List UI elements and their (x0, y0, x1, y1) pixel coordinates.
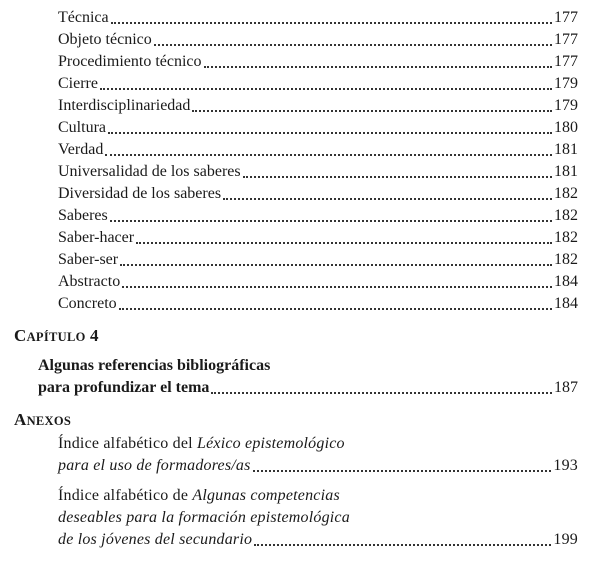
entry-page: 177 (554, 31, 578, 48)
entry-label: Verdad (58, 141, 104, 158)
toc-entry (58, 116, 578, 138)
leader-dots (119, 308, 552, 310)
annex-2-page: 199 (553, 531, 578, 548)
annex-2-line2 (58, 506, 578, 528)
toc-entry (58, 182, 578, 204)
annex-italic-text: Algunas competencias (192, 487, 340, 504)
leader-dots (136, 242, 552, 244)
entry-page: 180 (554, 119, 578, 136)
annex-italic-text: para el uso de formadores/as (58, 457, 251, 474)
annex-text: Índice alfabético del (58, 435, 197, 452)
toc-entry (58, 138, 578, 160)
entry-label: Interdisciplinariedad (58, 97, 191, 114)
entry-page: 181 (554, 163, 578, 180)
toc-entry (58, 94, 578, 116)
toc-entry (58, 6, 578, 28)
entry-label: Saberes (58, 207, 108, 224)
heading-number: 4 (89, 326, 99, 345)
chapter-4-page: 187 (554, 379, 578, 396)
entry-page: 182 (554, 229, 578, 246)
leader-dots (110, 220, 552, 222)
leader-dots (243, 176, 552, 178)
entry-page: 179 (554, 75, 578, 92)
entry-label: Técnica (58, 9, 109, 26)
heading-initial: C (14, 326, 27, 345)
entry-label: Procedimiento técnico (58, 53, 202, 70)
annex-2-line1 (58, 484, 578, 506)
entry-label: Saber-ser (58, 251, 119, 268)
annex-1-line1 (58, 432, 578, 454)
toc-entry (58, 204, 578, 226)
annex-text: Índice alfabético de (58, 487, 193, 504)
leader-dots (108, 132, 552, 134)
leader-dots (211, 392, 552, 394)
chapter-4-heading (14, 326, 99, 346)
chapter-4-title-text: para profundizar el tema (38, 379, 210, 396)
heading-rest: APÍTULO (26, 330, 86, 344)
annex-italic-text: de los jóvenes del secundario (58, 531, 253, 548)
chapter-4-title-line1 (38, 354, 578, 376)
entry-page: 184 (554, 295, 578, 312)
heading-rest: NEXOS (26, 414, 72, 428)
entry-page: 181 (554, 141, 578, 158)
entry-label: Cierre (58, 75, 98, 92)
anexos-heading (14, 410, 71, 430)
leader-dots (253, 470, 552, 472)
toc-entry (58, 292, 578, 314)
entry-page: 179 (554, 97, 578, 114)
leader-dots (122, 286, 552, 288)
leader-dots (204, 66, 552, 68)
entry-page: 184 (554, 273, 578, 290)
entry-label: Abstracto (58, 273, 121, 290)
chapter-4-title-text: Algunas referencias bibliográficas (38, 357, 271, 374)
toc-entry (58, 160, 578, 182)
toc-entry (58, 270, 578, 292)
annex-2-line3 (58, 528, 578, 550)
chapter-4-title-line2 (38, 376, 578, 398)
entry-page: 177 (554, 53, 578, 70)
leader-dots (120, 264, 552, 266)
toc-entry (58, 248, 578, 270)
leader-dots (154, 44, 552, 46)
leader-dots (254, 544, 551, 546)
leader-dots (223, 198, 552, 200)
annex-1-line2 (58, 454, 578, 476)
leader-dots (111, 22, 552, 24)
annex-1-page: 193 (553, 457, 578, 474)
entry-page: 182 (554, 185, 578, 202)
leader-dots (100, 88, 552, 90)
toc-entry (58, 226, 578, 248)
entry-label: Universalidad de los saberes (58, 163, 241, 180)
leader-dots (105, 154, 552, 156)
entry-label: Objeto técnico (58, 31, 152, 48)
entry-page: 177 (554, 9, 578, 26)
toc-entry (58, 28, 578, 50)
entry-page: 182 (554, 251, 578, 268)
annex-italic-text: deseables para la formación epistemológica (58, 509, 350, 526)
entry-page: 182 (554, 207, 578, 224)
toc-entry (58, 72, 578, 94)
heading-initial: A (14, 410, 27, 429)
annex-italic-text: Léxico epistemológico (197, 435, 345, 452)
entry-label: Saber-hacer (58, 229, 135, 246)
entry-label: Concreto (58, 295, 117, 312)
leader-dots (192, 110, 552, 112)
entry-label: Cultura (58, 119, 106, 136)
entry-label: Diversidad de los saberes (58, 185, 222, 202)
toc-entry (58, 50, 578, 72)
